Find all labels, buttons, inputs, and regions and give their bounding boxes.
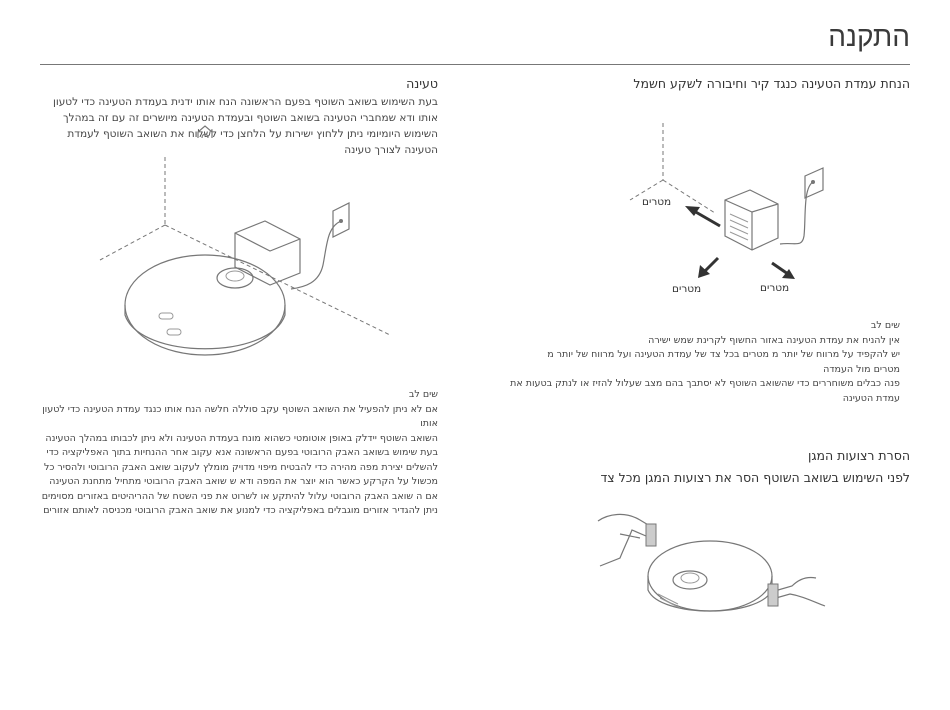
page-title: התקנה bbox=[828, 20, 910, 53]
left-hand-icon bbox=[598, 514, 650, 566]
placement-note bbox=[510, 319, 900, 406]
charging-heading: טעינה bbox=[406, 76, 438, 91]
note-line: אם לא ניתן להפעיל את השואב השוטף עקב סוללה חלשה הנח אותו כנגד עמדת הטעינה כדי לטעון bbox=[42, 403, 438, 415]
distance-label-bottom-left: מטרים bbox=[672, 283, 702, 295]
placement-heading: הנחת עמדת הטעינה כנגד קיר וחיבורה לשקע חשמל bbox=[633, 76, 910, 91]
paragraph-line: הטעינה לצורך טעינה bbox=[344, 144, 438, 156]
bottom-left-arrow-icon bbox=[698, 258, 718, 278]
note-line: עמדת הטעינה bbox=[842, 392, 900, 404]
wall-socket-icon bbox=[333, 203, 349, 237]
note-line: אין להניח את עמדת הטעינה באזור החשוף לקרינת שמש ישירה bbox=[648, 334, 900, 346]
left-arrow-icon bbox=[685, 206, 720, 226]
note-line: שים לב bbox=[870, 320, 900, 331]
charging-note bbox=[42, 388, 438, 519]
robot-vacuum-icon bbox=[125, 255, 285, 355]
paragraph-line: אותו ודא שמחברי הטעינה בשואב השוטף ובעמדת הטעינה מיושרים זה עם זה במהלך bbox=[62, 112, 438, 124]
strips-instruction: לפני השימוש בשואב השוטף הסר את רצועות המגן מכל צד bbox=[600, 470, 910, 485]
bottom-right-arrow-icon bbox=[772, 263, 795, 279]
note-line: בעת שימוש בשואב האבק הרובוטי בפעם הראשונה אנא עקוב אחר ההנחיות בתוך האפליקציה כדי bbox=[46, 447, 438, 458]
note-line: שים לב bbox=[408, 389, 438, 400]
home-icon bbox=[197, 125, 213, 139]
paragraph-line: בעת השימוש בשואב השוטף בפעם הראשונה הנח אותו ידנית בעמדת הטעינה כדי לטעון bbox=[52, 96, 438, 108]
title-divider bbox=[40, 64, 910, 65]
strip-removal-illustration bbox=[580, 506, 830, 626]
strips-heading: הסרת רצועות המגן bbox=[807, 448, 910, 463]
dock-placement-diagram bbox=[630, 118, 850, 308]
distance-label-bottom-right: מטרים bbox=[760, 282, 790, 294]
note-line: ניתן להגדיר אזורים מוגבלים באפליקציה כדי למנוע את שואב האבק הרובוטי מכניסה לאותם אזורים bbox=[43, 505, 438, 516]
note-line: פנה כבלים משוחררים כדי שהשואב השוטף לא יסתבך בהם מצב שעלול להזיז או לנתק בטעות את bbox=[510, 378, 900, 389]
paragraph-line: השימוש היומיומי ניתן ללחוץ ישירות על הלחצן כדי לשלוח את השואב השוטף לעמדת bbox=[67, 128, 438, 140]
right-hand-icon bbox=[776, 577, 825, 606]
charging-paragraph bbox=[53, 94, 438, 158]
note-line: יש להקפיד על מרווח של יותר מ מטרים בכל צד של עמדת הטעינה ועל מרווח של יותר מ bbox=[547, 349, 900, 360]
charging-illustration bbox=[95, 155, 395, 370]
wall-socket-icon bbox=[805, 168, 823, 198]
distance-label-left: מטרים bbox=[642, 196, 672, 208]
note-line: מכשול על הקרקע כאשר הוא יוצר את המפה ודא ש שואב האבק הרובוטי מתחיל מתחנת הטעינה bbox=[49, 476, 438, 487]
note-line: השואב השוטף יידלק באופן אוטומטי כשהוא מונח בעמדת הטעינה ולא ניתן לכבותו במהלך הטעינה bbox=[45, 432, 438, 444]
note-line: להשלים יצירת מפה מהירה כדי להבטיח מיפוי מדויק מומלץ לעקוב שואב האבק הרובוטי ולהסיר כל bbox=[43, 461, 438, 473]
charging-dock-icon bbox=[725, 190, 778, 250]
note-line: אם ה שואב האבק הרובוטי עלול להיתקע או לשרוט את פני השטח של ההריהיטים באזורים מסוימים bbox=[41, 490, 438, 502]
note-line: מטרים מול העמדה bbox=[823, 363, 900, 375]
note-line: אותו bbox=[420, 418, 438, 429]
robot-vacuum-icon bbox=[648, 541, 772, 611]
